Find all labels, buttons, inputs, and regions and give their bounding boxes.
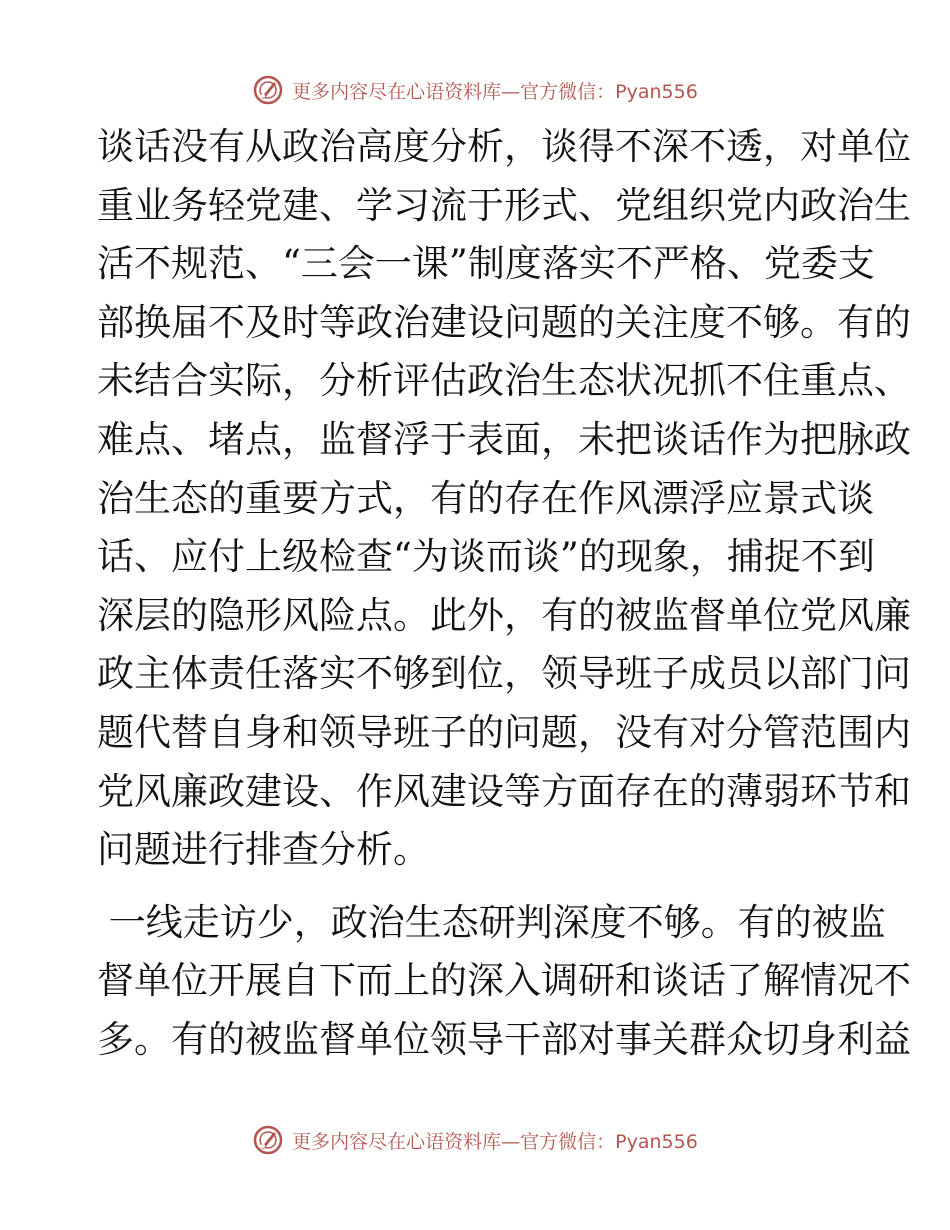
text-line: 党风廉政建设、作风建设等方面存在的薄弱环节和 xyxy=(97,769,911,813)
text-line: 部换届不及时等政治建设问题的关注度不够。有的 xyxy=(97,300,911,344)
text-line: 活不规范、“三会一课”制度落实不严格、党委支 xyxy=(97,242,875,286)
text-line: 重业务轻党建、学习流于形式、党组织党内政治生 xyxy=(97,183,911,227)
text-line: 话、应付上级检查“为谈而谈”的现象，捕捉不到 xyxy=(97,535,875,579)
quill-logo-icon xyxy=(252,1124,284,1156)
watermark-text: 更多内容尽在心语资料库—官方微信：Pyan556 xyxy=(292,1130,698,1153)
paragraph-1 xyxy=(97,118,911,880)
document-body xyxy=(97,118,911,1070)
text-line: 政主体责任落实不够到位，领导班子成员以部门问 xyxy=(97,652,911,696)
watermark-text: 更多内容尽在心语资料库—官方微信：Pyan556 xyxy=(292,80,698,103)
text-line: 督单位开展自下而上的深入调研和谈话了解情况不 xyxy=(97,959,911,1003)
footer-watermark xyxy=(0,1120,950,1160)
text-line: 问题进行排查分析。 xyxy=(97,828,430,872)
text-line: 治生态的重要方式，有的存在作风漂浮应景式谈 xyxy=(97,476,874,520)
text-line: 多。有的被监督单位领导干部对事关群众切身利益 xyxy=(97,1017,911,1061)
paragraph-2 xyxy=(97,894,911,1070)
text-line: 未结合实际，分析评估政治生态状况抓不住重点、 xyxy=(97,359,911,403)
text-line: 难点、堵点，监督浮于表面，未把谈话作为把脉政 xyxy=(97,417,911,461)
text-line: 深层的隐形风险点。此外，有的被监督单位党风廉 xyxy=(97,593,911,637)
text-line: 谈话没有从政治高度分析，谈得不深不透，对单位 xyxy=(97,125,911,168)
paragraph-gap xyxy=(97,880,867,894)
text-line: 一线走访少，政治生态研判深度不够。有的被监 xyxy=(97,900,886,944)
quill-logo-icon xyxy=(252,74,284,106)
text-line: 题代替自身和领导班子的问题，没有对分管范围内 xyxy=(97,710,911,754)
header-watermark xyxy=(0,70,950,110)
